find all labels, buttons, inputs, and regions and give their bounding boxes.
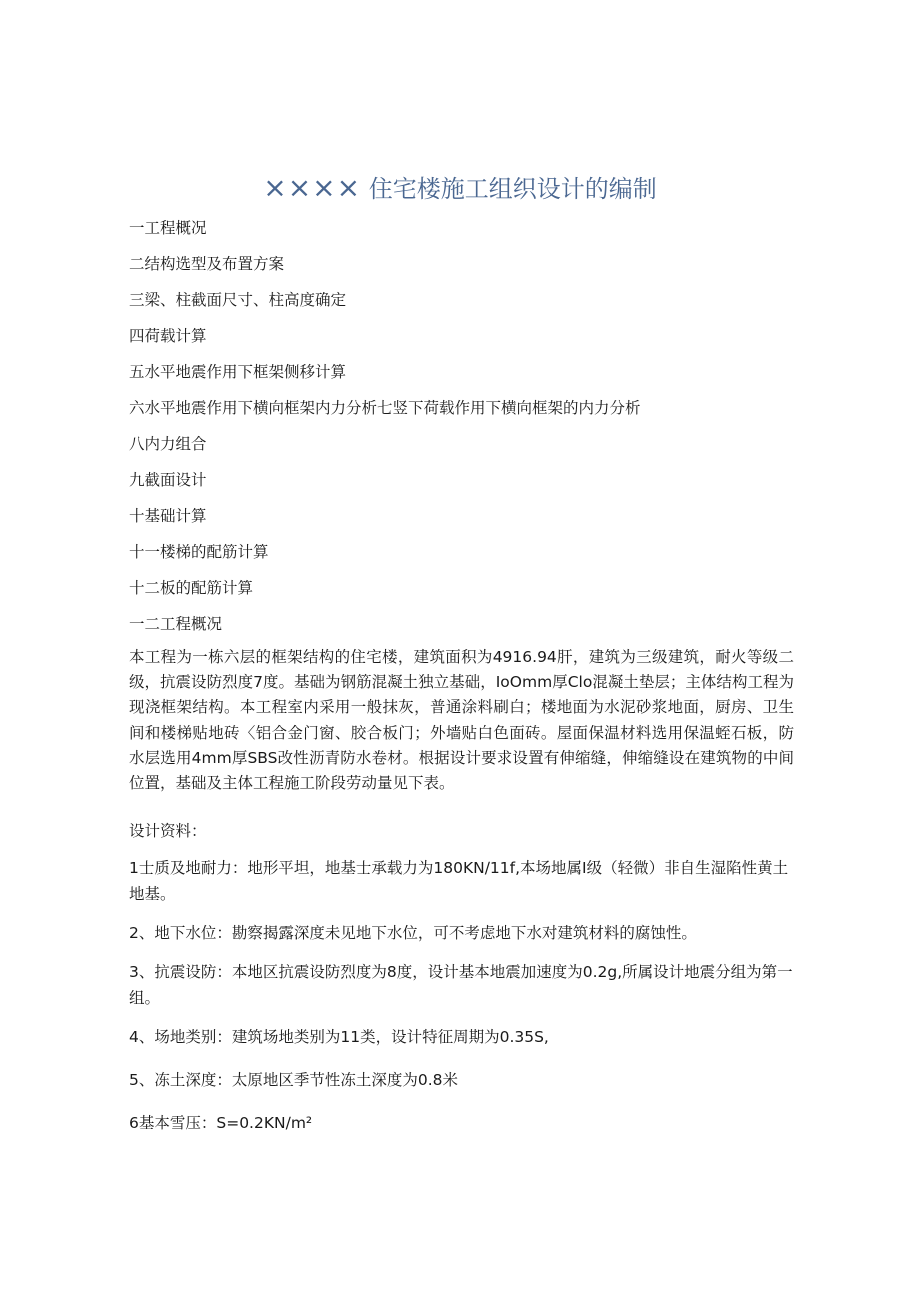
design-item-groundwater: 2、地下水位：勘察揭露深度未见地下水位，可不考虑地下水对建筑材料的腐蚀性。 (129, 924, 697, 942)
toc-item: 十二板的配筋计算 (129, 579, 254, 597)
toc-item: 五水平地震作用下框架侧移计算 (129, 363, 347, 381)
title-text: 住宅楼施工组织设计的编制 (361, 175, 657, 203)
design-item-seismic: 3、抗震设防：本地区抗震设防烈度为8度，设计基本地震加速度为0.2g,所属设计地震分组为第一组。 (129, 963, 793, 1007)
toc-item: 十基础计算 (129, 507, 207, 525)
toc-item: 十一楼梯的配筋计算 (129, 543, 269, 561)
design-item-snow-load: 6基本雪压：S=0.2KN∕m² (129, 1114, 313, 1132)
title-mark: ×××× (263, 171, 362, 204)
design-item-frost-depth: 5、冻土深度：太原地区季节性冻土深度为0.8米 (129, 1071, 459, 1089)
toc-item: 六水平地震作用下横向框架内力分析七竖下荷载作用下横向框架的内力分析 (129, 399, 641, 417)
design-label: 设计资料： (129, 822, 207, 840)
overview-paragraph: 本工程为一栋六层的框架结构的住宅楼，建筑面积为4916.94肝，建筑为三级建筑，耐火等级二级，抗震设防烈度7度。基础为钢筋混凝土独立基础，IoOmm厚Clo混凝土垫层；主体结构工程为现浇框架结构。本工程室内采用一般抹灰，普通涂料刷白；楼地面为水泥砂浆地面，厨房、卫生间和楼梯贴地砖〈铝合金门窗、胶合板门；外墙贴白色面砖。屋面保温材料选用保温蛭石板，防水层选用4mm厚SBS改性沥青防水卷材。根据设计要求设置有伸缩缝，伸缩缝设在建筑物的中间位置，基础及主体工程施工阶段劳动量见下表。 (129, 648, 794, 793)
toc-item: 四荷载计算 (129, 327, 207, 345)
toc-item: 八内力组合 (129, 435, 207, 453)
toc-item: 一工程概况 (129, 219, 207, 237)
design-item-soil: 1士质及地耐力：地形平坦，地基士承载力为180KN∕11f,本场地属I级（轻微）非自生湿陷性黄土地基。 (129, 859, 789, 903)
toc-item: 九截面设计 (129, 471, 207, 489)
table-of-contents (129, 213, 809, 645)
document-title (0, 168, 920, 209)
toc-item: 三梁、柱截面尺寸、柱高度确定 (129, 291, 347, 309)
toc-item: 一二工程概况 (129, 615, 223, 633)
toc-item: 二结构选型及布置方案 (129, 255, 285, 273)
design-item-site-class: 4、场地类别：建筑场地类别为11类，设计特征周期为0.35S, (129, 1028, 549, 1046)
